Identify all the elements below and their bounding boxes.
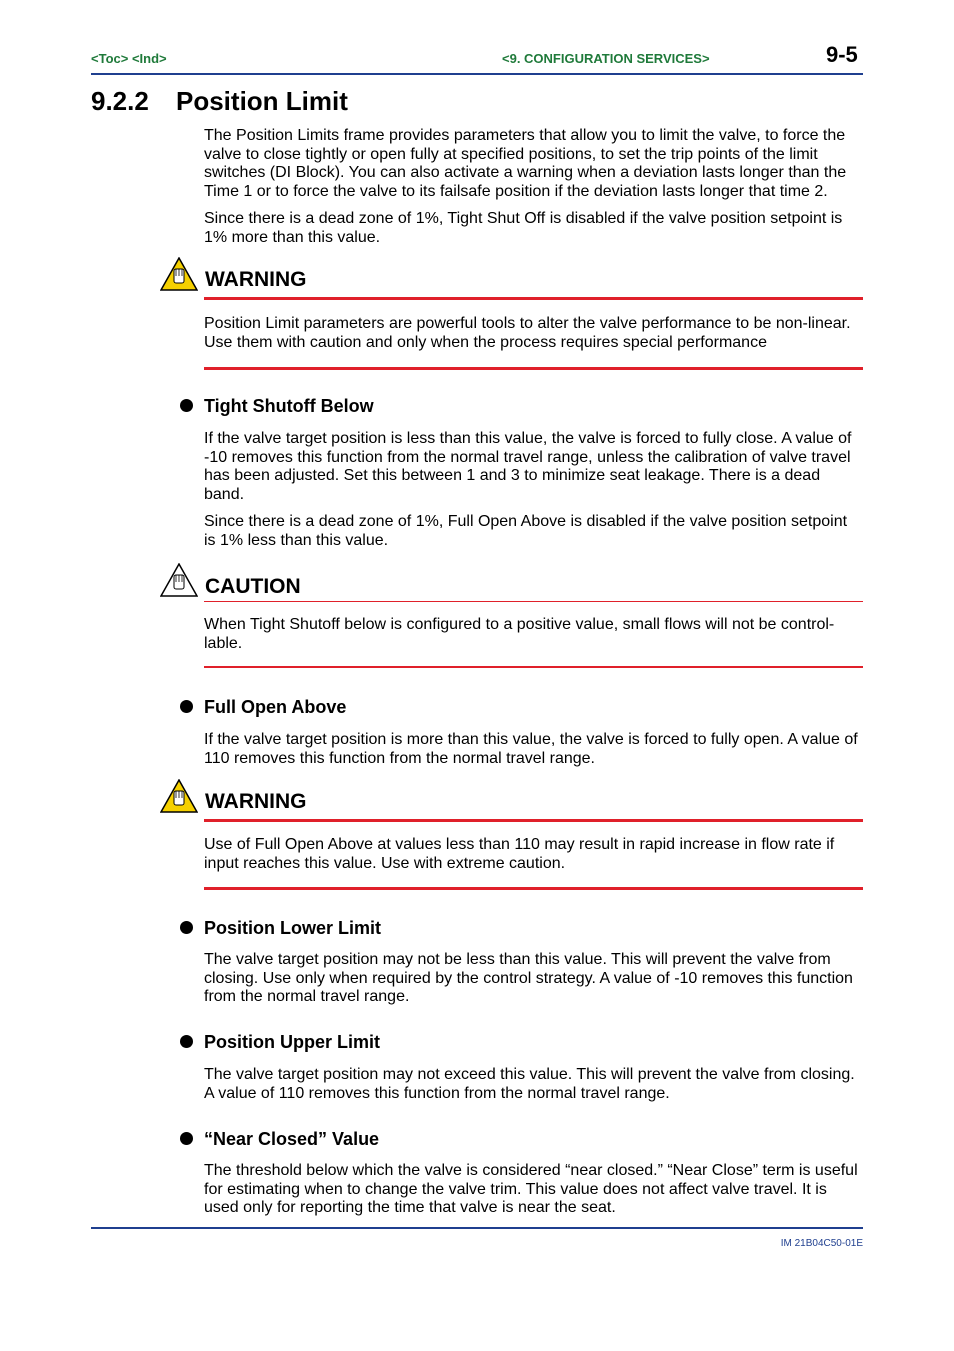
lower-limit-text: The valve target position may not be less than this value. This will prevent the valve from closing. Use only when required by the control strategy. A value of -10 removes this function from the normal travel range.: [204, 951, 853, 1005]
warning-text: Position Limit parameters are powerful tools to alter the valve performance to be non-linear. Use them with caution and only when the process requires special performance: [204, 315, 851, 351]
warning-hand-icon: [160, 257, 198, 291]
section-title-text: Position Limit: [176, 86, 348, 116]
caution-rule-bottom: [204, 666, 863, 668]
bullet-icon: [180, 1035, 193, 1048]
upper-limit-heading-text: Position Upper Limit: [204, 1032, 381, 1052]
document-id: IM 21B04C50-01E: [780, 1238, 863, 1249]
warning-rule-top: [204, 819, 863, 822]
warning-title: WARNING: [205, 268, 307, 291]
warning-rule-bottom: [204, 887, 863, 890]
toc-ind-links[interactable]: <Toc> <Ind>: [91, 51, 167, 66]
footer-rule: [91, 1227, 863, 1229]
warning-rule-bottom: [204, 367, 863, 370]
caution-title: CAUTION: [205, 575, 301, 598]
section-number: 9.2.2: [91, 86, 149, 116]
section-title: [91, 86, 348, 117]
tight-shutoff-paragraph-1: If the valve target position is less than this value, the valve is forced to fully close. A value of -10 removes this function from the normal travel range, unless the calibration of valve travel has been adjusted. Set this between 1 and 3 to minimize seat leakage. There is a dead band.: [204, 430, 852, 503]
tight-shutoff-heading-text: Tight Shutoff Below: [204, 396, 374, 416]
intro-paragraph-1: The Position Limits frame provides parameters that allow you to limit the valve, to force the valve to close tightly or open fully at specified positions, to set the trip points of the limit switches (DI Block). You can also activate a warning when a deviation lasts longer than the Time 1 or to force the valve to its failsafe position if the deviation lasts longer that time 2.: [204, 127, 847, 200]
full-open-heading-text: Full Open Above: [204, 697, 347, 717]
warning-rule-top: [204, 297, 863, 300]
header-rule: [91, 73, 863, 75]
tight-shutoff-paragraph-2: Since there is a dead zone of 1%, Full Open Above is disabled if the valve position setpoint is 1% less than this value.: [204, 513, 848, 549]
near-closed-text: The threshold below which the valve is considered “near closed.” “Near Close” term is useful for estimating when to change the valve trim. This value does not affect valve travel. It is used only for reporting the time that valve is near the seat.: [204, 1162, 858, 1216]
intro-paragraph-2: Since there is a dead zone of 1%, Tight Shut Off is disabled if the valve position setpoint is 1% more than this value.: [204, 210, 843, 246]
warning-title: WARNING: [205, 790, 307, 813]
bullet-icon: [180, 921, 193, 934]
near-closed-heading: [180, 1129, 379, 1150]
bullet-icon: [180, 399, 193, 412]
lower-limit-heading: [180, 918, 381, 939]
full-open-heading: [180, 697, 346, 718]
upper-limit-text: The valve target position may not exceed this value. This will prevent the valve from closing. A value of 110 removes this function from the normal travel range.: [204, 1066, 855, 1102]
caution-hand-icon: [160, 563, 198, 597]
warning-text: Use of Full Open Above at values less than 110 may result in rapid increase in flow rate if input reaches this value. Use with extreme caution.: [204, 836, 835, 872]
bullet-icon: [180, 700, 193, 713]
page-number: 9-5: [826, 42, 858, 67]
caution-rule-top: [204, 601, 863, 602]
full-open-text: If the valve target position is more than this value, the valve is forced to fully open. A value of 110 removes this function from the normal travel range.: [204, 731, 858, 767]
bullet-icon: [180, 1132, 193, 1145]
chapter-link[interactable]: <9. CONFIGURATION SERVICES>: [502, 51, 710, 66]
near-closed-heading-text: “Near Closed” Value: [204, 1129, 380, 1149]
tight-shutoff-heading: [180, 396, 374, 417]
upper-limit-heading: [180, 1032, 380, 1053]
warning-hand-icon: [160, 779, 198, 813]
lower-limit-heading-text: Position Lower Limit: [204, 918, 382, 938]
caution-text: When Tight Shutoff below is configured to a positive value, small flows will not be control-lable.: [204, 616, 835, 652]
